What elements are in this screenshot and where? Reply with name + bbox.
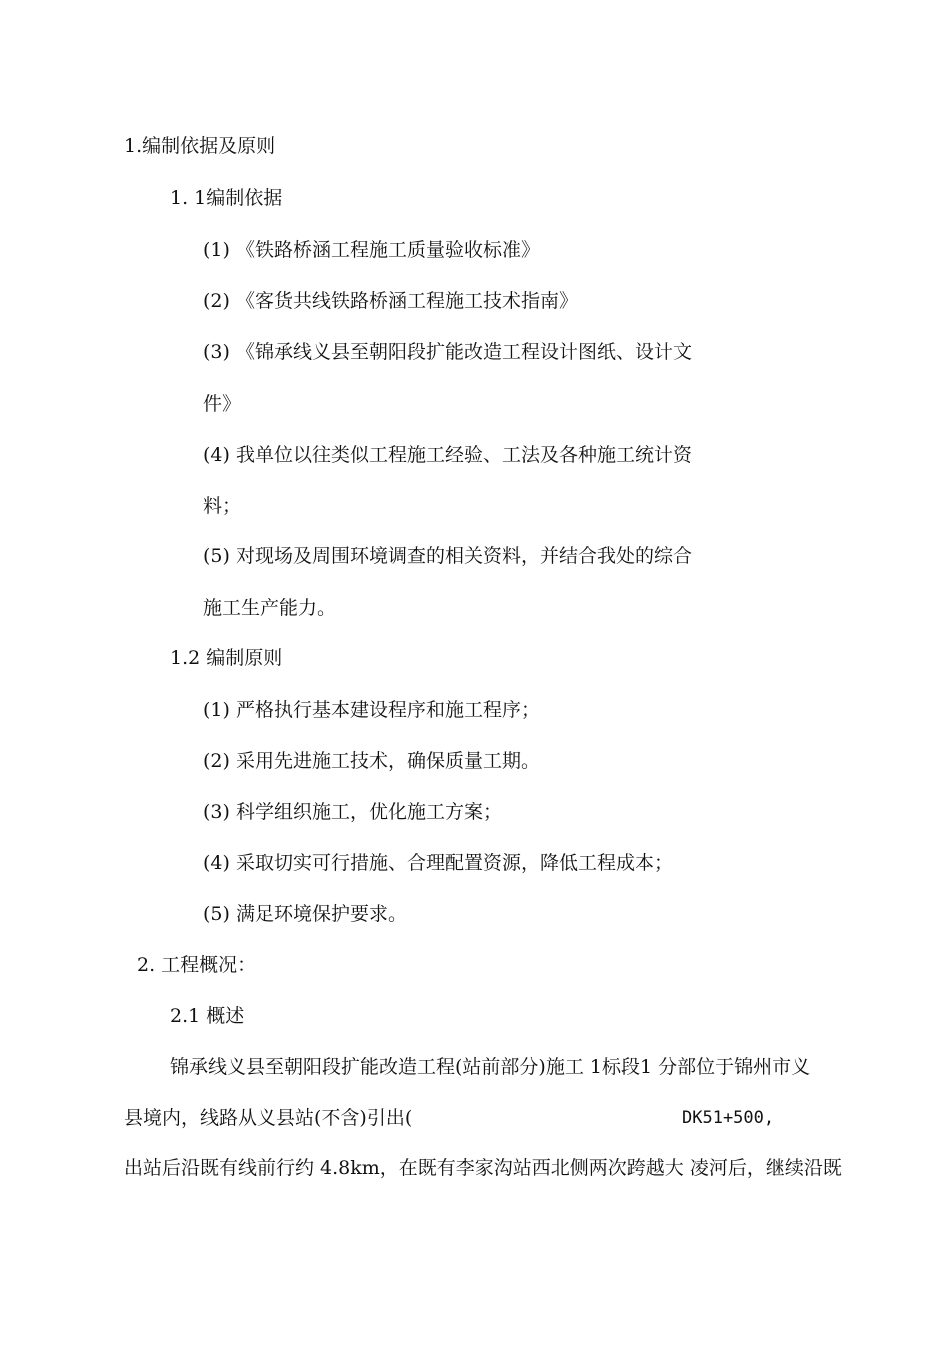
principle-item-5: (5) 满足环境保护要求。 — [203, 903, 407, 925]
section2-1-heading: 2.1 概述 — [170, 1005, 245, 1027]
principle-item-2: (2) 采用先进施工技术，确保质量工期。 — [203, 750, 540, 772]
basis-item-4: (4) 我单位以往类似工程施工经验、工法及各种施工统计资 — [203, 444, 692, 466]
section1-2-heading: 1.2 编制原则 — [170, 647, 283, 669]
section2-heading: 2. 工程概况： — [137, 954, 257, 976]
basis-item-5: (5) 对现场及周围环境调查的相关资料，并结合我处的综合 — [203, 545, 692, 567]
section1-heading: 1.编制依据及原则 — [124, 135, 276, 157]
overview-paragraph-line-3: 出站后沿既有线前行约 4.8km，在既有李家沟站西北侧两次跨越大 凌河后，继续沿既 — [124, 1157, 842, 1179]
overview-paragraph-line-1: 锦承线义县至朝阳段扩能改造工程(站前部分)施工 1标段1 分部位于锦州市义 — [170, 1056, 811, 1078]
section1-1-heading: 1. 1编制依据 — [170, 187, 283, 209]
principle-item-1: (1) 严格执行基本建设程序和施工程序； — [203, 699, 540, 721]
basis-item-4-cont: 料； — [203, 495, 242, 517]
basis-item-2: (2) 《客货共线铁路桥涵工程施工技术指南》 — [203, 290, 578, 312]
mileage-value: DK51+500, — [682, 1108, 775, 1128]
basis-item-3: (3) 《锦承线义县至朝阳段扩能改造工程设计图纸、设计文 — [203, 341, 692, 363]
basis-item-3-cont: 件》 — [203, 393, 242, 415]
basis-item-1: (1) 《铁路桥涵工程施工质量验收标准》 — [203, 239, 540, 261]
overview-paragraph-line-2: 县境内，线路从义县站(不含)引出( — [124, 1107, 413, 1129]
basis-item-5-cont: 施工生产能力。 — [203, 597, 337, 619]
principle-item-3: (3) 科学组织施工，优化施工方案； — [203, 801, 502, 823]
principle-item-4: (4) 采取切实可行措施、合理配置资源，降低工程成本； — [203, 852, 673, 874]
